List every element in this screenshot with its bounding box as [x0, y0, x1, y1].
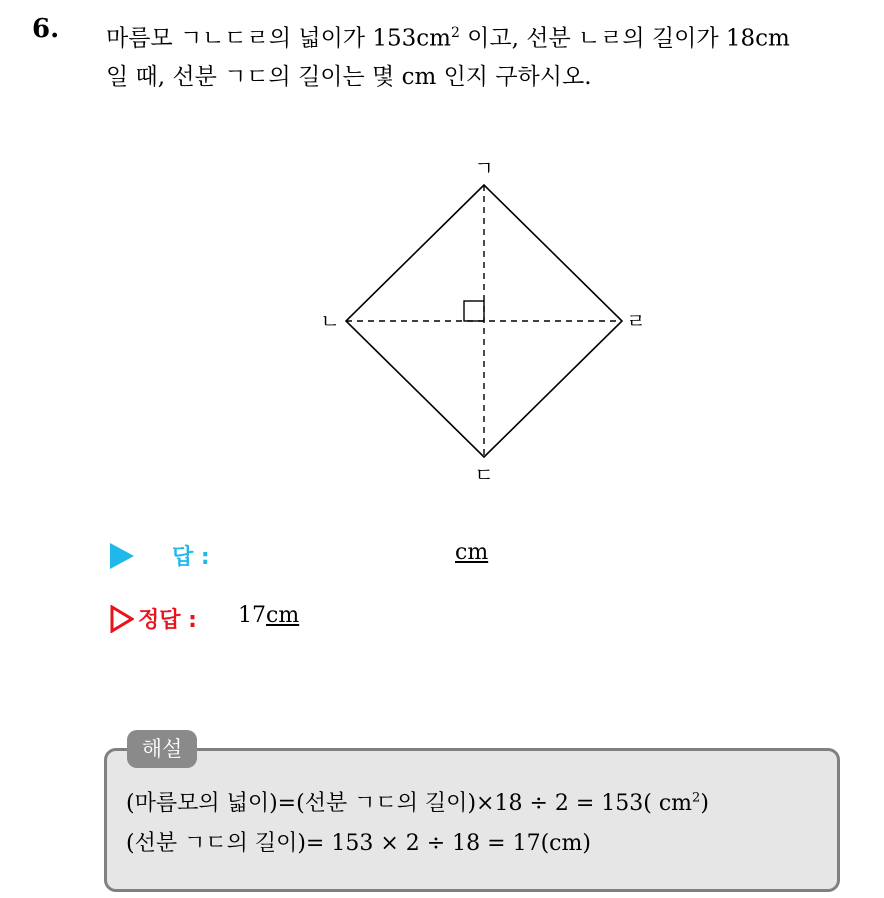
explanation-line-1: (마름모의 넓이)=(선분 ㄱㄷ의 길이)×18 ÷ 2 = 153( $cm^2$) — [126, 790, 709, 816]
question-text — [106, 14, 876, 96]
right-angle-mark — [464, 301, 484, 321]
explanation-tab: 해설 — [127, 730, 197, 768]
explanation-line-2: (선분 ㄱㄷ의 길이)= 153 × 2 ÷ 18 = 17(cm) — [126, 831, 591, 856]
rhombus-figure — [300, 150, 680, 490]
answer-label: 답 : — [172, 545, 210, 570]
vertex-label-left: ㄴ — [320, 309, 340, 333]
vertex-label-bottom: ㄷ — [474, 463, 494, 487]
play-outline-icon — [110, 605, 134, 633]
answer-unit: cm — [455, 540, 489, 565]
correct-answer-label: 정답 : — [138, 608, 197, 633]
question-number: 6. — [32, 14, 60, 44]
vertex-label-right: ㄹ — [626, 309, 646, 333]
correct-answer-value: 17cm — [238, 603, 300, 628]
explanation-box — [104, 748, 840, 892]
play-icon — [110, 543, 134, 569]
vertex-label-top: ㄱ — [474, 156, 494, 180]
question-line-2: 일 때, 선분 ㄱㄷ의 길이는 몇 cm 인지 구하시오. — [106, 63, 592, 90]
question-line-1: 마름모 ㄱㄴㄷㄹ의 넓이가 $153cm^2$ 이고, 선분 ㄴㄹ의 길이가 18cm — [106, 25, 790, 52]
